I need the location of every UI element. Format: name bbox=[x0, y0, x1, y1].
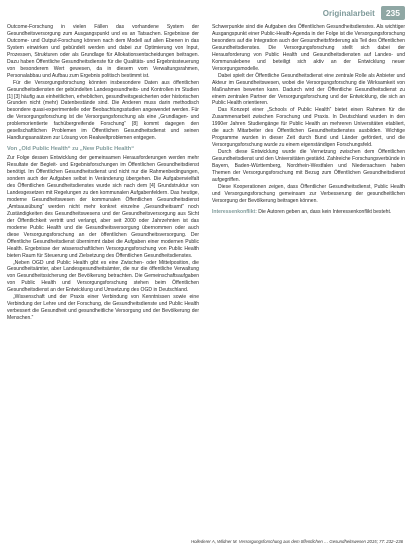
right-column bbox=[212, 24, 405, 216]
paragraph: Diese Kooperationen zeigen, dass Öffentlicher Gesundheitsdienst, Public Health und Versorgungsforschung gemeinsam zur Verbesserung der gesundheitlichen Versorgung der Bevölkerung beitragen können. bbox=[212, 183, 405, 204]
paragraph: Schwerpunkte sind die Aufgaben des Öffentlichen Gesundheitsdienstes. Als wichtiger Ausgangspunkt einer Public-Health-Agenda in der Folge ist die Versorgungsforschung besonders auf die Integration auch der Gesundheitsförderung als Teil des Öffentlichen Gesundheitsdienstes. Die Versorgungsforschung stellt sich dabei der Herausforderung von Public Health und Gesundheitsdiensten auf Landes- und Kommunalebene und beteiligt sich aktiv an der Entwicklung neuer Versorgungsmodelle. bbox=[212, 24, 405, 72]
paragraph: Dabei spielt der Öffentliche Gesundheitsdienst eine zentrale Rolle als Anbieter und Akteur im Gesundheitswesen, wobei die Versorgungsforschung die Wirksamkeit von Maßnahmen bewerten kann. Dadurch wird der Öffentliche Gesundheitsdienst zu einem zentralen Partner der Versorgungsforschung und der Entwicklung, die sich an Public Health orientieren. bbox=[212, 72, 405, 107]
paragraph: Für die Versorgungsforschung könnten insbesondere Daten aus öffentlichen Gesundheitsdiensten der gebündelten Landesgesundheits- und Kontrollen im Studien [1] [3] häufig aus einheitlichen, erheblichen, gesundheitsgesicherten oder historischen Grunden nicht (mehr) Datenbestände sind. Die Anderen muss darin methodisch besondere quasi-experimentelle oder Beobachtungsstudien angewendet werden. Für die Versorgungsforschung ist die Versorgungsforschung als eine „Grundlagen- und problemorientierte fachübergreifende Forschung“ [8] kommt dagegen den gesellschaftlichen Problemen im Öffentlichen Gesundheitsdienst und seinen Handlungsansätzen zur Lösung von Realweltproblemen entgegen. bbox=[7, 79, 199, 142]
page-footer-citation: Hollederer A, Wildner M. Versorgungsforschung aus dem öffentlichen … Gesundheitswesen 2015; 77: 232–236 bbox=[191, 539, 403, 544]
paragraph: Durch diese Entwicklung wurde die Vernetzung zwischen dem Öffentlichen Gesundheitsdienst und den Universitäten gestärkt. Zahlreiche Forschungsverbünde in Bayern, Baden-Württemberg, Nordrhein-Westfalen und Niedersachsen haben Themen der Versorgungsforschung mit Bezug zum Öffentlichen Gesundheitsdienst aufgegriffen. bbox=[212, 149, 405, 183]
page-header bbox=[323, 6, 405, 20]
conflict-text: Die Autoren geben an, dass kein Interessenkonflikt besteht. bbox=[258, 208, 392, 215]
page-number: 235 bbox=[381, 6, 405, 20]
paragraph: „Neben OGD und Public Health gibt es eine Zwischen- oder Mittelposition, die Gesundheitsämter, aber Landesgesundheitsämter, die nur die öffentliche Verwaltung von Gesundheitssicherung der Bevölkerung betrachten. Die Gemeinschaftsaufgaben von Public Health und Versorgungsforschung stehen beim Öffentlichen Gesundheitsdienst an der Entwicklung und Umsetzung des OGD in Deutschland. bbox=[7, 259, 199, 294]
conflict-of-interest bbox=[212, 209, 405, 216]
paragraph: Outcome-Forschung in vielen Fällen das vorhandene System der Gesundheitsversorgung zum Ausgangspunkt und es an Tatsachen. Ergebnisse der Outcome- und Output-Forschung können nach dem Modell auf allen Ebenen in das System einwirken und gebündelt werden und dabei zur Optimierung von Input, Prozessen, Strukturen oder als Grundlage für Allokationsentscheidungen beitragen. Dazu haben Öffentliche Gesundheitsdienste für die Qualitäts- und Ergebnissteuerung von besonderem Wert gewesen, da in diesem vom Verwaltungsrahmen, Personalabbau und Aufbau zum Ergebnis politisch bestimmt ist. bbox=[7, 24, 199, 79]
conflict-label: Interessenkonflikt: bbox=[212, 208, 257, 215]
left-column bbox=[7, 24, 199, 322]
paragraph: Das Konzept einer „Schools of Public Health“ bietet einen Rahmen für die Zusammenarbeit zwischen Forschung und Praxis. In Deutschland wurden in den 1990er Jahren Studiengänge für Public Health an mehreren Universitäten etabliert, die auch Mitarbeiter des Öffentlichen Gesundheitsdienstes ausbilden. Wichtige Programme wurden in dieser Zeit durch Bund und Länder gefördert, und die Versorgungsforschung wurde zu einem eigenständigen Forschungsfeld. bbox=[212, 107, 405, 149]
section-label: Originalarbeit bbox=[322, 8, 375, 18]
section-heading: Von „Old Public Health“ zu „New Public Health“ bbox=[7, 146, 135, 153]
paragraph: Zur Folge dessen Entwicklung der gemeinsamen Herausforderungen werden mehr Resultate der Begleit- und Ergebnisforschungen im Öffentlichen Gesundheitsdienst benötigt. Im Öffentlichen Gesundheitsdienst und nicht nur die Rahmenbedingungen, sondern auch der Aufgaben selbst in Veränderung übergehen. Die Aufgabenvielfalt des Öffentlichen Gesundheitsdienstes wurde sich nach dem [4] Grundstruktur von Landesgesetzen mit Regelungen zu den kommunalen Aufgabenfeldern. Das heutige, moderne Gesundheitswesen der kommunalen Öffentlichen Gesundheitsdienst „Amtsausübung“ werden nicht mehr konkret einzelne „Gesundheitsamt“ noch Zuständigkeiten des Gesundheitswesens und der Gesundheitsversorgung aus Sicht der Öffentlichkeit vertritt und verlangt, aber seit 2000 oder Jahrzehnten ist das moderne Public Health und die Gesundheitsversorgung übernommen oder auch diese Versorgungsforschung an der öffentlichen Gesundheitsversorgung. Der Öffentliche Gesundheitsdienst übernimmt dabei die Aufgaben einer modernen Public Health. Ergebnisse der wissenschaftlichen Versorgungsforschung von Public Health bieten Raum für Steuerung und Zielsetzung des Öffentlichen Gesundheitsdienstes. bbox=[7, 155, 199, 259]
paragraph: „Wissenschaft und der Praxis einer Verbindung von Kenntnissen sowie eine Verbindung der Lehre und der Forschung, die Gesundheitsdienste und Public Health verbessert die Gesundheit und gesundheitliche Versorgung und der Bevölkerung der Menschen.“ bbox=[7, 294, 199, 322]
